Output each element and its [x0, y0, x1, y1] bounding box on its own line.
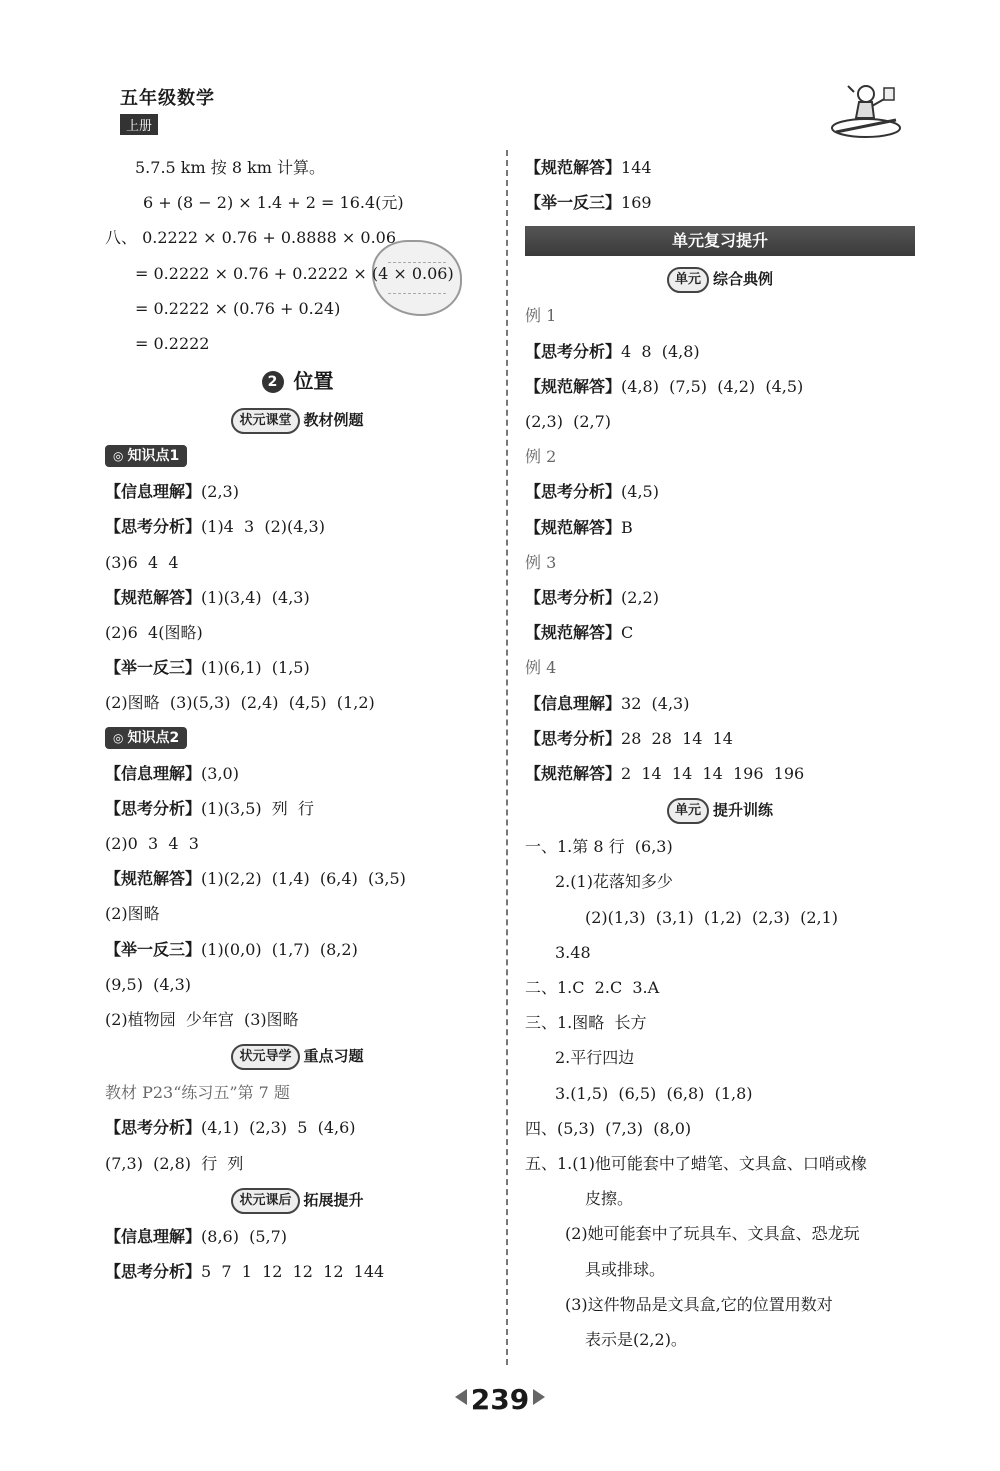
answer-line: = 0.2222 × (0.76 + 0.24): [135, 298, 341, 318]
answer-line: 四、(5,3) (7,3) (8,0): [525, 1118, 692, 1138]
answer-line: 【规范解答】144: [525, 158, 652, 177]
answer-line: 【思考分析】28 28 14 14: [525, 728, 733, 748]
answer-line: 【举一反三】(1)(6,1) (1,5): [105, 658, 310, 678]
banner-label: 提升训练: [713, 801, 774, 820]
answer-line: 【规范解答】2 14 14 14 196 196: [525, 764, 805, 784]
banner-label: 教材例题: [303, 411, 364, 430]
answer-line: 【规范解答】B: [525, 517, 633, 537]
banner-textbook-examples: [105, 403, 490, 437]
banner-improvement-training: [525, 793, 915, 827]
banner-key-exercises: [105, 1039, 490, 1073]
banner-badge: 状元课后: [231, 1188, 299, 1214]
answer-line: (3)这件物品是文具盒,它的位置用数对: [565, 1294, 833, 1314]
answer-line: (7,3) (2,8) 行 列: [105, 1153, 244, 1173]
page-footer: [0, 1383, 1000, 1416]
answer-line: 【规范解答】(4,8) (7,5) (4,2) (4,5): [525, 376, 804, 396]
section-title-text: 位置: [293, 369, 334, 394]
answer-line: (2,3) (2,7): [525, 412, 612, 432]
answer-line: 2.(1)花落知多少: [555, 872, 673, 892]
answer-line: 皮擦。: [585, 1189, 634, 1209]
example-label: 例 3: [525, 552, 557, 572]
answer-line: 3.(1,5) (6,5) (6,8) (1,8): [555, 1083, 753, 1103]
answer-line: 【思考分析】(1)4 3 (2)(4,3): [105, 517, 325, 537]
answer-line: 二、1.C 2.C 3.A: [525, 978, 660, 998]
example-label: 例 2: [525, 447, 557, 467]
grade-title: 五年级数学: [120, 88, 215, 109]
answer-line: = 0.2222 × 0.76 + 0.2222 × (4 × 0.06): [135, 263, 454, 283]
volume-badge: 上册: [120, 114, 158, 135]
answer-line: (2)她可能套中了玩具车、文具盒、恐龙玩: [565, 1224, 860, 1244]
page-number: 239: [470, 1383, 530, 1416]
target-icon: ◎: [113, 730, 124, 745]
answer-line: (2)植物园 少年宫 (3)图略: [105, 1010, 299, 1030]
right-column: [525, 150, 915, 1357]
example-label: 例 1: [525, 306, 557, 326]
target-icon: ◎: [113, 449, 124, 464]
answer-line: 【信息理解】(2,3): [105, 482, 239, 502]
answer-line: 八、 0.2222 × 0.76 + 0.8888 × 0.06: [105, 228, 397, 248]
section-number: 2: [262, 371, 284, 393]
banner-label: 综合典例: [713, 270, 774, 289]
knowledge-point-2: ◎ 知识点2: [105, 727, 187, 749]
answer-line: (3)6 4 4: [105, 552, 179, 572]
example-label: 例 4: [525, 658, 557, 678]
left-column: [105, 150, 490, 1289]
banner-badge: 状元导学: [231, 1044, 299, 1070]
page-header: [120, 84, 215, 135]
mascot-illustration-icon: [826, 80, 906, 142]
unit-review-banner: 单元复习提升: [525, 226, 915, 256]
banner-badge: 单元: [667, 267, 709, 293]
answer-line: 【思考分析】(4,5): [525, 482, 659, 502]
next-arrow-icon: [533, 1389, 545, 1405]
banner-badge: 状元课堂: [231, 408, 299, 434]
column-divider: [506, 150, 508, 1365]
answer-line: 【规范解答】C: [525, 623, 634, 643]
answer-line: 【规范解答】(1)(2,2) (1,4) (6,4) (3,5): [105, 869, 406, 889]
answer-line: 【思考分析】(1)(3,5) 列 行: [105, 798, 314, 818]
answer-line: 【思考分析】(2,2): [525, 588, 659, 608]
banner-extension: [105, 1183, 490, 1217]
answer-line: 五、1.(1)他可能套中了蜡笔、文具盒、口哨或橡: [525, 1154, 867, 1174]
section-title: [105, 361, 490, 401]
answer-line: = 0.2222: [135, 334, 210, 354]
answer-line: (2)0 3 4 3: [105, 834, 199, 854]
banner-label: 重点习题: [303, 1047, 364, 1066]
answer-line: (2)图略: [105, 904, 160, 924]
answer-line: 3.48: [555, 942, 591, 962]
answer-line: 具或排球。: [585, 1259, 666, 1279]
answer-line: 【信息理解】(8,6) (5,7): [105, 1226, 288, 1246]
answer-line: 5.7.5 km 按 8 km 计算。: [135, 158, 326, 177]
answer-line: 【举一反三】(1)(0,0) (1,7) (8,2): [105, 939, 358, 959]
knowledge-point-1: ◎ 知识点1: [105, 445, 187, 467]
answer-line: 【思考分析】(4,1) (2,3) 5 (4,6): [105, 1118, 356, 1138]
answer-line: 一、1.第 8 行 (6,3): [525, 837, 673, 857]
answer-line: 【规范解答】(1)(3,4) (4,3): [105, 587, 310, 607]
answer-line: 【举一反三】169: [525, 193, 652, 213]
answer-line: (2)(1,3) (3,1) (1,2) (2,3) (2,1): [585, 907, 838, 927]
banner-comprehensive-examples: [525, 262, 915, 296]
prev-arrow-icon: [455, 1389, 467, 1405]
answer-line: (9,5) (4,3): [105, 974, 192, 994]
answer-line: 【思考分析】4 8 (4,8): [525, 341, 700, 361]
answer-line: 2.平行四边: [555, 1048, 635, 1068]
answer-line: 【信息理解】(3,0): [105, 763, 239, 783]
textbook-reference: 教材 P23“练习五”第 7 题: [105, 1083, 290, 1103]
answer-line: 【思考分析】5 7 1 12 12 12 144: [105, 1262, 385, 1282]
answer-line: 三、1.图略 长方: [525, 1013, 647, 1033]
banner-badge: 单元: [667, 798, 709, 824]
answer-line: 6 + (8 − 2) × 1.4 + 2 = 16.4(元): [143, 193, 404, 213]
banner-label: 拓展提升: [303, 1190, 364, 1209]
answer-line: (2)图略 (3)(5,3) (2,4) (4,5) (1,2): [105, 693, 375, 713]
answer-line: 表示是(2,2)。: [585, 1330, 687, 1350]
answer-line: (2)6 4(图略): [105, 623, 203, 643]
answer-line: 【信息理解】32 (4,3): [525, 693, 690, 713]
